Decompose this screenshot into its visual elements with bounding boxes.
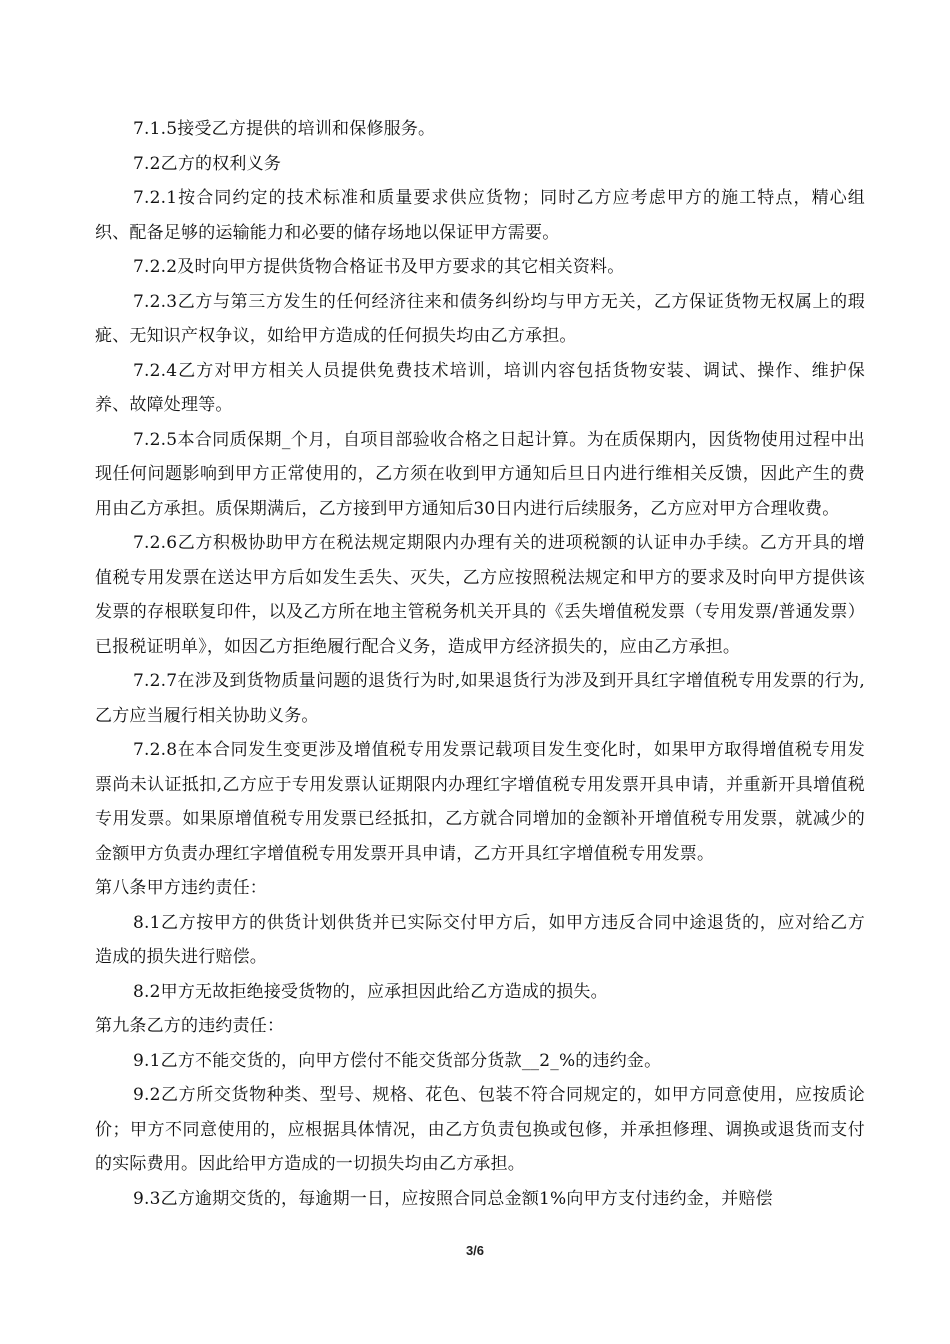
page-number: 3/6 bbox=[465, 1243, 485, 1258]
paragraph: 7.1.5接受乙方提供的培训和保修服务。 bbox=[133, 119, 436, 139]
paragraph: 9.3乙方逾期交货的，每逾期一日，应按照合同总金额1%向甲方支付违约金，并赔偿 bbox=[133, 1188, 773, 1209]
paragraph: 7.2.6乙方积极协助甲方在税法规定期限内办理有关的进项税额的认证申办手续。乙方开具的增值税专用发票在送达甲方后如发生丢失、灭失，乙方应按照税法规定和甲方的要求及时向甲方提供该发票的存根联复印件，以及乙方所在地主管税务机关开具的《丢失增值税发票（专用发票/普通发票）已报税证明单》，如因乙方拒绝履行配合义务，造成甲方经济损失的，应由乙方承担。 bbox=[95, 533, 865, 657]
paragraph: 7.2.7在涉及到货物质量问题的退货行为时,如果退货行为涉及到开具红字增值税专用发票的行为,乙方应当履行相关协助义务。 bbox=[95, 671, 865, 726]
paragraph: 7.2乙方的权利义务 bbox=[133, 153, 282, 174]
section-heading: 第八条甲方违约责任： bbox=[95, 878, 267, 898]
paragraph: 7.2.2及时向甲方提供货物合格证书及甲方要求的其它相关资料。 bbox=[133, 257, 625, 277]
paragraph: 8.1乙方按甲方的供货计划供货并已实际交付甲方后，如甲方违反合同中途退货的，应对给乙方造成的损失进行赔偿。 bbox=[95, 912, 865, 967]
paragraph: 7.2.1按合同约定的技术标准和质量要求供应货物；同时乙方应考虑甲方的施工特点，精心组织、配备足够的运输能力和必要的储存场地以保证甲方需要。 bbox=[95, 188, 865, 243]
document-body bbox=[95, 112, 865, 1216]
paragraph: 9.2乙方所交货物种类、型号、规格、花色、包装不符合同规定的，如甲方同意使用，应按质论价；甲方不同意使用的，应根据具体情况，由乙方负责包换或包修，并承担修理、调换或退货而支付的实际费用。因此给甲方造成的一切损失均由乙方承担。 bbox=[95, 1085, 865, 1174]
paragraph: 7.2.5本合同质保期_个月，自项目部验收合格之日起计算。为在质保期内，因货物使用过程中出现任何问题影响到甲方正常使用的，乙方须在收到甲方通知后旦日内进行维相关反馈，因此产生的费用由乙方承担。质保期满后，乙方接到甲方通知后30日内进行后续服务，乙方应对甲方合理收费。 bbox=[95, 429, 865, 519]
paragraph: 9.1乙方不能交货的，向甲方偿付不能交货部分货款__2_%的违约金。 bbox=[133, 1050, 662, 1071]
paragraph: 8.2甲方无故拒绝接受货物的，应承担因此给乙方造成的损失。 bbox=[133, 981, 608, 1002]
paragraph: 7.2.8在本合同发生变更涉及增值税专用发票记载项目发生变化时，如果甲方取得增值税专用发票尚未认证抵扣,乙方应于专用发票认证期限内办理红字增值税专用发票开具申请，并重新开具增值税专用发票。如果原增值税专用发票已经抵扣，乙方就合同增加的金额补开增值税专用发票，就减少的金额甲方负责办理红字增值税专用发票开具申请，乙方开具红字增值税专用发票。 bbox=[95, 740, 865, 864]
paragraph: 7.2.4乙方对甲方相关人员提供免费技术培训，培训内容包括货物安装、调试、操作、维护保养、故障处理等。 bbox=[95, 360, 865, 415]
paragraph: 7.2.3乙方与第三方发生的任何经济往来和债务纠纷均与甲方无关，乙方保证货物无权属上的瑕疵、无知识产权争议，如给甲方造成的任何损失均由乙方承担。 bbox=[95, 291, 865, 346]
section-heading: 第九条乙方的违约责任： bbox=[95, 1016, 285, 1036]
